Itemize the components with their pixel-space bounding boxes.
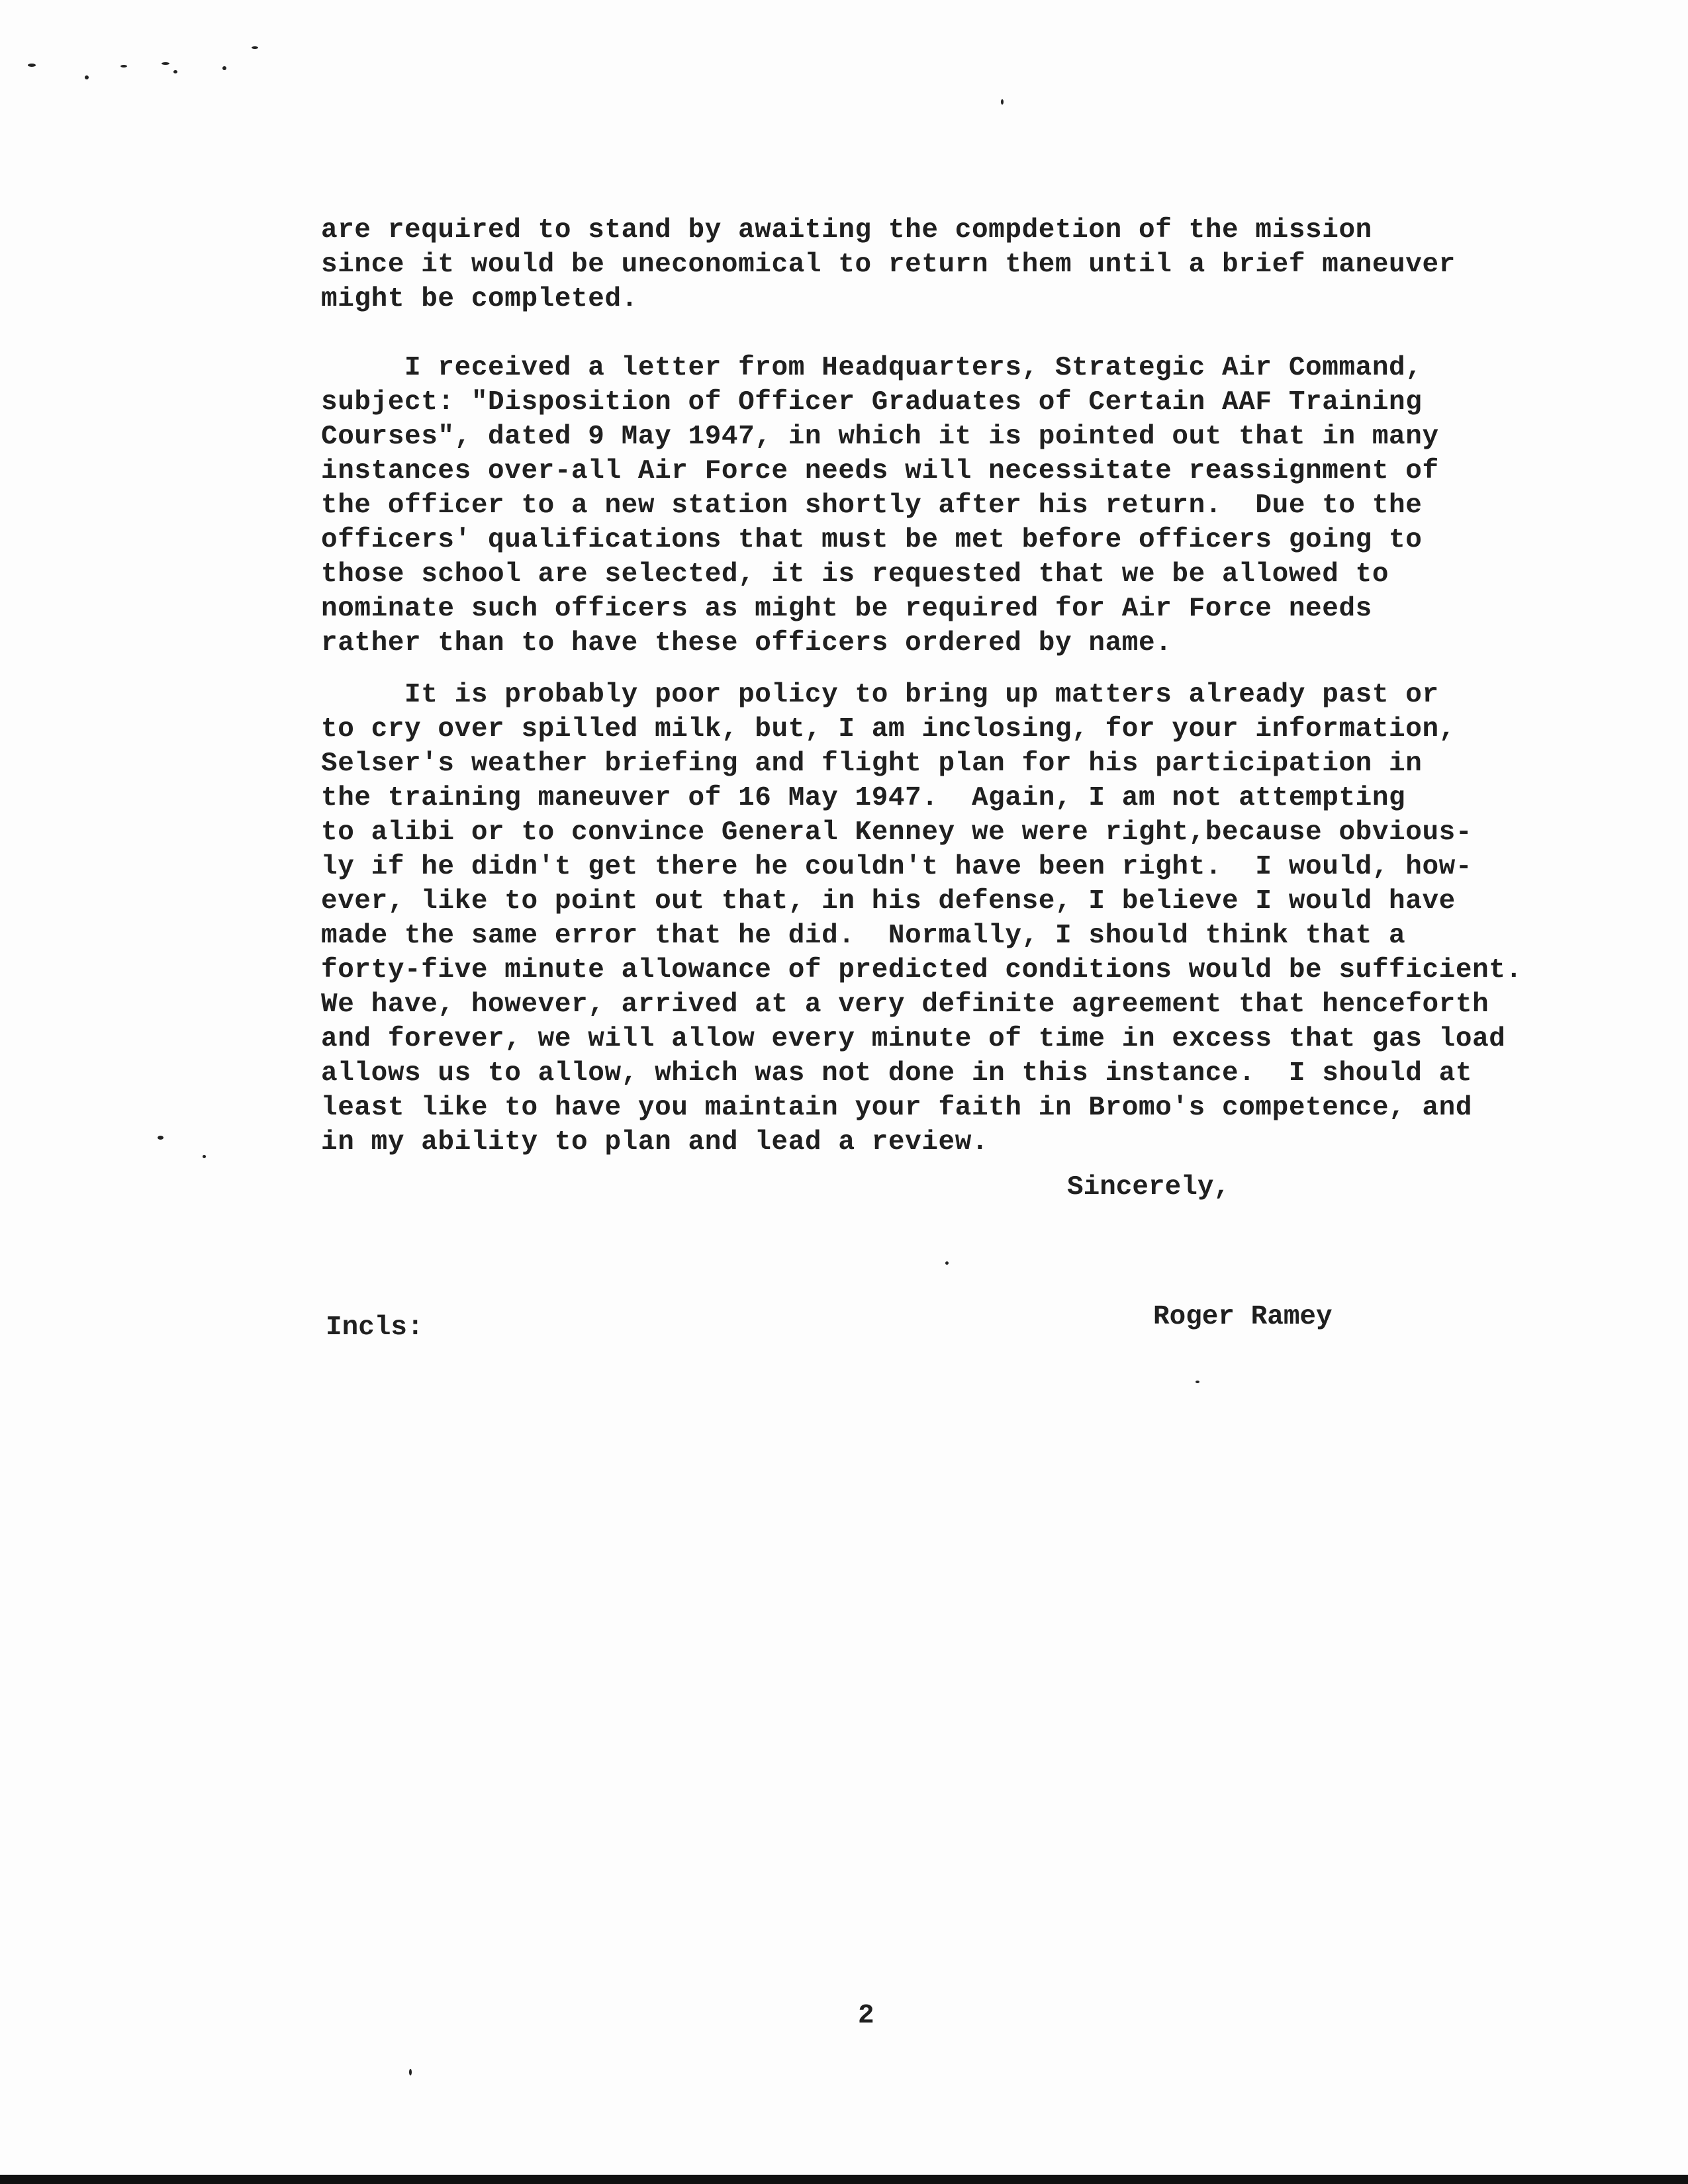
closing-salutation: Sincerely, bbox=[1067, 1172, 1231, 1203]
body-text-line: least like to have you maintain your faith in Bromo's competence, and bbox=[321, 1093, 1473, 1123]
ink-speck bbox=[222, 66, 226, 70]
ink-speck bbox=[28, 64, 36, 67]
body-text-line: rather than to have these officers ordered by name. bbox=[321, 628, 1172, 659]
ink-speck bbox=[1196, 1381, 1199, 1383]
body-text-line: officers' qualifications that must be met before officers going to bbox=[321, 525, 1423, 555]
body-text-line: subject: "Disposition of Officer Graduates of Certain AAF Training bbox=[321, 387, 1423, 418]
ink-speck bbox=[85, 75, 89, 79]
body-text-line: forty-five minute allowance of predicted conditions would be sufficient. bbox=[321, 955, 1523, 985]
body-text-line: ever, like to point out that, in his defense, I believe I would have bbox=[321, 886, 1456, 917]
body-text-line: since it would be uneconomical to return them until a brief maneuver bbox=[321, 250, 1456, 280]
ink-speck bbox=[120, 65, 127, 68]
body-text-line: ly if he didn't get there he couldn't have been right. I would, how- bbox=[321, 852, 1473, 882]
body-text-line: instances over-all Air Force needs will necessitate reassignment of bbox=[321, 456, 1439, 486]
ink-speck bbox=[252, 46, 258, 49]
body-text-line: nominate such officers as might be required for Air Force needs bbox=[321, 594, 1372, 624]
body-text-line: to cry over spilled milk, but, I am inclosing, for your information, bbox=[321, 714, 1456, 745]
ink-speck bbox=[173, 70, 177, 73]
ink-speck bbox=[945, 1261, 949, 1265]
ink-speck bbox=[203, 1155, 206, 1158]
signature-name: Roger Ramey bbox=[1153, 1302, 1333, 1332]
body-text-line: It is probably poor policy to bring up matters already past or bbox=[321, 680, 1439, 710]
body-text-line: those school are selected, it is requested that we be allowed to bbox=[321, 559, 1389, 590]
ink-speck bbox=[162, 62, 169, 65]
body-text-line: to alibi or to convince General Kenney we were right,because obvious- bbox=[321, 817, 1473, 848]
body-text-line: the officer to a new station shortly after his return. Due to the bbox=[321, 490, 1423, 521]
body-text-line: allows us to allow, which was not done in this instance. I should at bbox=[321, 1058, 1473, 1089]
body-text-line: made the same error that he did. Normally, I should think that a bbox=[321, 921, 1406, 951]
body-text-line: I received a letter from Headquarters, Strategic Air Command, bbox=[321, 353, 1423, 383]
ink-speck bbox=[158, 1136, 164, 1140]
body-text-line: are required to stand by awaiting the compdetion of the mission bbox=[321, 215, 1372, 246]
body-text-line: in my ability to plan and lead a review. bbox=[321, 1127, 989, 1158]
body-text-line: and forever, we will allow every minute of time in excess that gas load bbox=[321, 1024, 1506, 1054]
body-text-line: the training maneuver of 16 May 1947. Again, I am not attempting bbox=[321, 783, 1406, 813]
body-text-line: might be completed. bbox=[321, 284, 638, 314]
ink-speck bbox=[1001, 99, 1004, 105]
body-text-line: Selser's weather briefing and flight plan for his participation in bbox=[321, 749, 1423, 779]
body-text-line: Courses", dated 9 May 1947, in which it is pointed out that in many bbox=[321, 422, 1439, 452]
body-text-line: We have, however, arrived at a very definite agreement that henceforth bbox=[321, 989, 1489, 1020]
scan-bottom-edge bbox=[0, 2175, 1688, 2184]
ink-speck bbox=[409, 2069, 412, 2075]
page-number: 2 bbox=[858, 2001, 874, 2031]
enclosures-label: Incls: bbox=[326, 1312, 424, 1343]
